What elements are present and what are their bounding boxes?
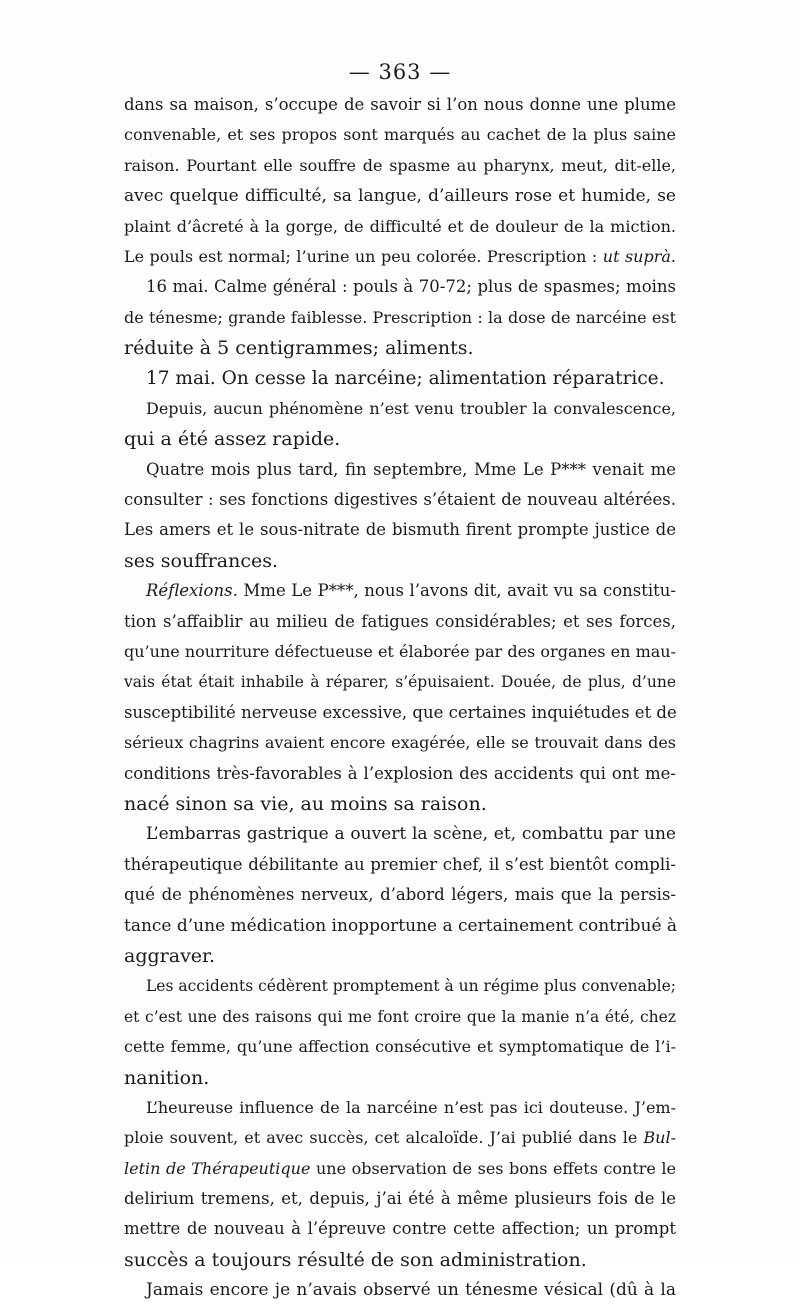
- text-line: [124, 515, 676, 545]
- text-line: [124, 455, 676, 485]
- line-text: une observation de ses bons effets contre le: [310, 1158, 677, 1178]
- text-line: [124, 212, 676, 242]
- line-text: ses souffrances.: [124, 549, 279, 572]
- line-text: mettre de nouveau à l’épreuve contre cette affection; un prompt: [124, 1219, 676, 1239]
- line-text: thérapeutique débilitante au premier chef, il s’est bientôt compli-: [124, 854, 676, 874]
- text-line: [124, 911, 676, 941]
- line-text: Jamais encore je n’avais observé un ténesme vésical (dû à la: [146, 1280, 676, 1301]
- line-text: sérieux chagrins avaient encore exagérée, elle se trouvait dans des: [124, 733, 676, 753]
- text-line: [124, 1245, 676, 1275]
- italic-text: Bul-: [643, 1128, 676, 1148]
- text-line: [124, 819, 676, 849]
- line-text: consulter : ses fonctions digestives s’étaient de nouveau altérées.: [124, 490, 676, 510]
- line-text: convenable, et ses propos sont marqués au cachet de la plus saine: [124, 125, 676, 145]
- text-line: [124, 1214, 676, 1244]
- text-line: [124, 667, 676, 697]
- line-text: 16 mai. Calme général : pouls à 70-72; plus de spasmes; moins: [146, 277, 676, 297]
- italic-text: Réflexions.: [146, 581, 238, 601]
- line-text: conditions très-favorables à l’explosion des accidents qui ont me-: [124, 763, 676, 783]
- text-line: [124, 1154, 676, 1184]
- line-text: 17 mai. On cesse la narcéine; alimentation réparatrice.: [146, 367, 665, 389]
- text-line: [124, 1002, 676, 1032]
- text-line: [124, 1275, 676, 1305]
- text-line: [124, 1032, 676, 1062]
- text-line: [124, 789, 676, 819]
- text-line: [124, 333, 676, 363]
- line-text: nanition.: [124, 1066, 210, 1089]
- line-text: succès a toujours résulté de son administration.: [124, 1248, 587, 1271]
- text-line: [124, 1063, 676, 1093]
- text-line: [124, 364, 676, 394]
- line-text: plaint d’âcreté à la gorge, de difficulté et de douleur de la miction.: [124, 216, 676, 236]
- italic-text: letin de Thérapeutique: [124, 1158, 311, 1178]
- text-line: [124, 637, 676, 667]
- line-text: qu’une nourriture défectueuse et élaborée par des organes en mau-: [124, 642, 676, 662]
- text-line: [124, 698, 676, 728]
- line-text: Les accidents cédèrent promptement à un régime plus convenable;: [146, 977, 676, 996]
- line-text: delirium tremens, et, depuis, j’ai été à même plusieurs fois de le: [124, 1189, 676, 1209]
- text-line: [124, 971, 676, 1001]
- line-text: de ténesme; grande faiblesse. Prescription : la dose de narcéine est: [124, 307, 676, 327]
- line-text: cette femme, qu’une affection consécutive et symptomatique de l’i-: [124, 1037, 676, 1057]
- line-text: et c’est une des raisons qui me font croire que la manie n’a été, chez: [124, 1007, 676, 1026]
- text-line: [124, 303, 676, 333]
- text-line: [124, 607, 676, 637]
- line-text: Depuis, aucun phénomène n’est venu troubler la convalescence,: [146, 398, 676, 418]
- line-text: qué de phénomènes nerveux, d’abord légers, mais que la persis-: [124, 885, 676, 905]
- text-line: [124, 1123, 676, 1153]
- text-line: [124, 272, 676, 302]
- line-text: ploie souvent, et avec succès, cet alcaloïde. J’ai publié dans le: [124, 1128, 644, 1148]
- text-line: [124, 546, 676, 576]
- line-text: dans sa maison, s’occupe de savoir si l’on nous donne une plume: [124, 95, 676, 114]
- text-line: [124, 576, 676, 606]
- text-line: [124, 424, 676, 454]
- text-line: [124, 120, 676, 150]
- line-text: réduite à 5 centigrammes; aliments.: [124, 337, 474, 360]
- line-text: nacé sinon sa vie, au moins sa raison.: [124, 792, 487, 815]
- text-line: [124, 1093, 676, 1123]
- text-line: [124, 850, 676, 880]
- page-number: — 363 —: [348, 60, 452, 84]
- line-text: Les amers et le sous-nitrate de bismuth firent prompte justice de: [124, 520, 676, 540]
- line-text: tion s’affaiblir au milieu de fatigues considérables; et ses forces,: [124, 611, 676, 631]
- line-text: qui a été assez rapide.: [124, 428, 341, 451]
- text-line: [124, 880, 676, 910]
- line-text: L’embarras gastrique a ouvert la scène, et, combattu par une: [146, 824, 676, 845]
- line-text: tance d’une médication inopportune a certainement contribué à: [124, 915, 678, 936]
- text-line: [124, 394, 676, 424]
- text-line: [124, 485, 676, 515]
- line-text: Quatre mois plus tard, fin septembre, Mme Le P*** venait me: [146, 459, 676, 479]
- line-text: Le pouls est normal; l’urine un peu colorée. Prescription :: [124, 246, 603, 266]
- line-text: Mme Le P***, nous l’avons dit, avait vu sa constitu-: [237, 581, 676, 601]
- text-line: [124, 151, 676, 181]
- line-text: susceptibilité nerveuse excessive, que certaines inquiétudes et de: [124, 702, 677, 722]
- text-line: [124, 242, 676, 272]
- line-text: avec quelque difficulté, sa langue, d’ailleurs rose et humide, se: [124, 186, 676, 207]
- text-line: [124, 181, 676, 211]
- line-text: raison. Pourtant elle souffre de spasme au pharynx, meut, dit-elle,: [124, 155, 676, 175]
- line-text: aggraver.: [124, 944, 216, 967]
- line-text: L’heureuse influence de la narcéine n’est pas ici douteuse. J’em-: [146, 1097, 676, 1117]
- text-line: [124, 90, 676, 120]
- text-line: [124, 759, 676, 789]
- text-line: [124, 1184, 676, 1214]
- text-line: [124, 941, 676, 971]
- text-line: [124, 728, 676, 758]
- line-text: vais état était inhabile à réparer, s’épuisaient. Douée, de plus, d’une: [124, 673, 676, 692]
- body-text: [124, 90, 676, 1306]
- italic-text: ut suprà.: [602, 246, 676, 266]
